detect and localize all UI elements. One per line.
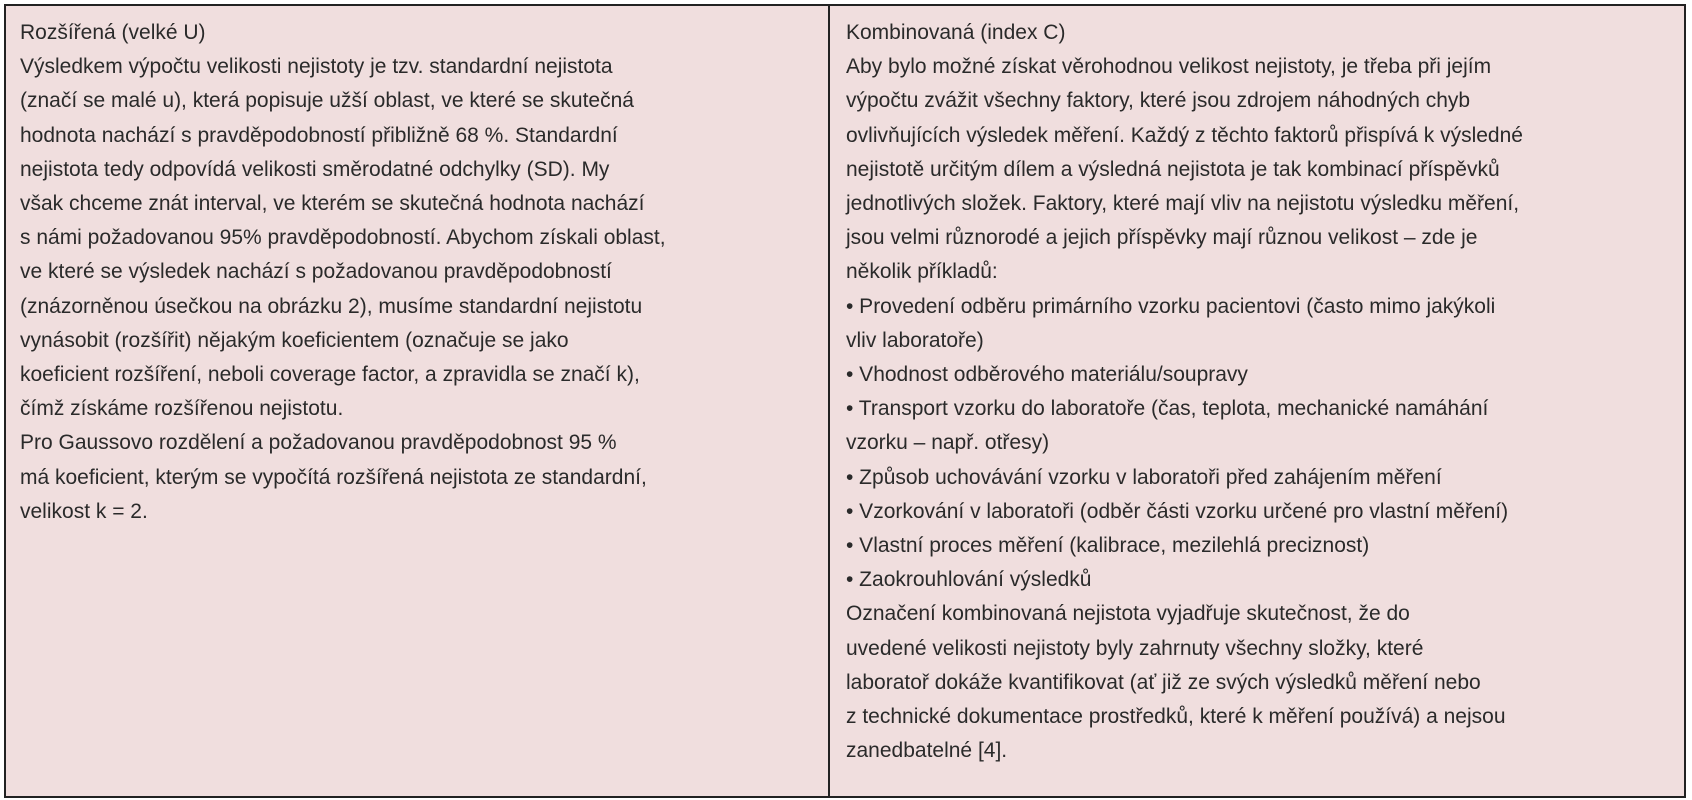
- text-line: hodnota nachází s pravděpodobností přibližně 68 %. Standardní: [20, 123, 618, 147]
- bullet-item: • Provedení odběru primárního vzorku pacientovi (často mimo jakýkoli: [846, 294, 1496, 318]
- text-line: ve které se výsledek nachází s požadovanou pravděpodobností: [20, 260, 612, 284]
- text-line: Označení kombinovaná nejistota vyjadřuje skutečnost, že do: [846, 602, 1410, 626]
- text-line: jednotlivých složek. Faktory, které mají vliv na nejistotu výsledku měření,: [846, 192, 1520, 216]
- bullet-item: • Zaokrouhlování výsledků: [846, 568, 1092, 592]
- uncertainty-table: [4, 4, 1686, 798]
- text-line: vliv laboratoře): [846, 328, 984, 352]
- bullet-item: • Vlastní proces měření (kalibrace, mezilehlá preciznost): [846, 534, 1370, 558]
- text-line: výpočtu zvážit všechny faktory, které jsou zdrojem náhodných chyb: [846, 89, 1471, 113]
- bullet-item: • Vhodnost odběrového materiálu/soupravy: [846, 363, 1248, 387]
- text-line: vynásobit (rozšířit) nějakým koeficientem (označuje se jako: [20, 328, 569, 352]
- text-line: ovlivňujících výsledek měření. Každý z těchto faktorů přispívá k výsledné: [846, 123, 1523, 147]
- text-line: uvedené velikosti nejistoty byly zahrnuty všechny složky, které: [846, 636, 1424, 660]
- combined-uncertainty-cell: [830, 6, 1684, 796]
- text-line: však chceme znát interval, ve kterém se skutečná hodnota nachází: [20, 192, 645, 216]
- text-line: s námi požadovanou 95% pravděpodobností. Abychom získali oblast,: [20, 226, 666, 250]
- text-line: Pro Gaussovo rozdělení a požadovanou pravděpodobnost 95 %: [20, 431, 617, 455]
- text-line: Aby bylo možné získat věrohodnou velikost nejistoty, je třeba při jejím: [846, 55, 1492, 79]
- text-line: z technické dokumentace prostředků, které k měření používá) a nejsou: [846, 705, 1506, 729]
- bullet-item: • Vzorkování v laboratoři (odběr části vzorku určené pro vlastní měření): [846, 499, 1509, 523]
- text-line: čímž získáme rozšířenou nejistotu.: [20, 397, 344, 421]
- cell-heading: Kombinovaná (index C): [846, 21, 1066, 44]
- text-line: velikost k = 2.: [20, 499, 148, 523]
- text-line: koeficient rozšíření, neboli coverage factor, a zpravidla se značí k),: [20, 363, 640, 387]
- text-line: laboratoř dokáže kvantifikovat (ať již ze svých výsledků měření nebo: [846, 670, 1481, 694]
- text-line: několik příkladů:: [846, 260, 998, 284]
- text-line: zanedbatelné [4].: [846, 739, 1008, 763]
- text-line: jsou velmi různorodé a jejich příspěvky mají různou velikost – zde je: [846, 226, 1478, 250]
- text-line: vzorku – např. otřesy): [846, 431, 1050, 455]
- text-line: má koeficient, kterým se vypočítá rozšířená nejistota ze standardní,: [20, 465, 647, 489]
- text-line: Výsledkem výpočtu velikosti nejistoty je tzv. standardní nejistota: [20, 55, 613, 79]
- bullet-item: • Způsob uchovávání vzorku v laboratoři před zahájením měření: [846, 465, 1442, 489]
- bullet-item: • Transport vzorku do laboratoře (čas, teplota, mechanické namáhání: [846, 397, 1489, 421]
- text-line: nejistota tedy odpovídá velikosti směrodatné odchylky (SD). My: [20, 157, 610, 181]
- expanded-uncertainty-cell: [6, 6, 830, 796]
- text-line: (znázorněnou úsečkou na obrázku 2), musíme standardní nejistotu: [20, 294, 643, 318]
- cell-heading: Rozšířená (velké U): [20, 21, 206, 44]
- text-line: (značí se malé u), která popisuje užší oblast, ve které se skutečná: [20, 89, 634, 113]
- text-line: nejistotě určitým dílem a výsledná nejistota je tak kombinací příspěvků: [846, 157, 1500, 181]
